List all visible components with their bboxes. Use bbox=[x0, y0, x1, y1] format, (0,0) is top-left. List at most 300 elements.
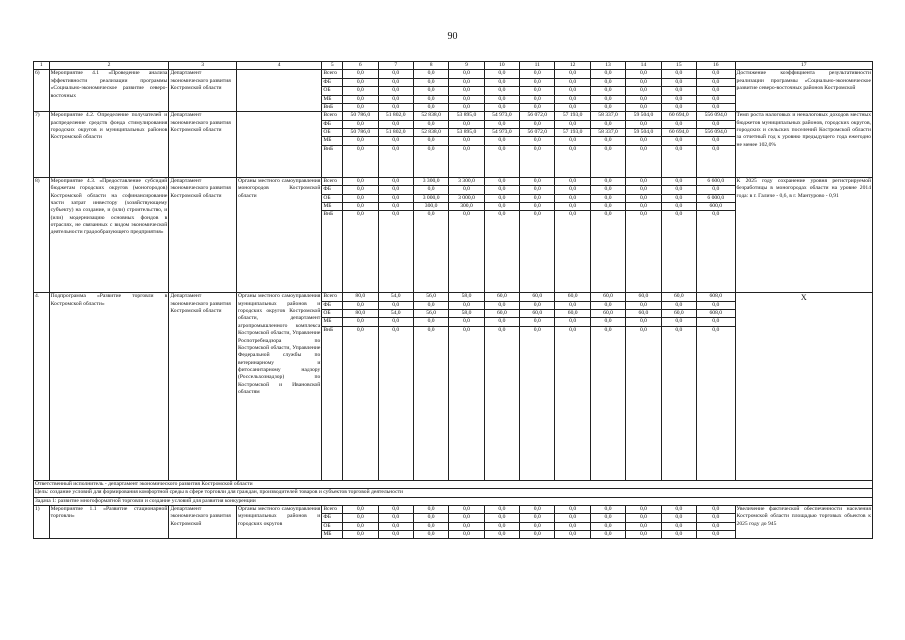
column-number: 7 bbox=[378, 62, 413, 70]
funding-value: 0,0 bbox=[555, 194, 590, 202]
column-number: 13 bbox=[590, 62, 625, 70]
funding-value: 52 838,0 bbox=[413, 112, 448, 120]
column-number: 5 bbox=[322, 62, 343, 70]
funding-value: 0,0 bbox=[484, 177, 519, 185]
funding-value: 0,0 bbox=[343, 103, 378, 111]
funding-value: 0,0 bbox=[449, 522, 484, 530]
column-number: 8 bbox=[413, 62, 448, 70]
funding-value: 0,0 bbox=[378, 301, 413, 309]
funding-value: 0,0 bbox=[626, 177, 661, 185]
funding-source: ФБ bbox=[322, 78, 343, 86]
funding-value: 0,0 bbox=[661, 177, 696, 185]
funding-value: 0,0 bbox=[378, 95, 413, 103]
funding-value: 300,0 bbox=[449, 202, 484, 210]
table-row bbox=[34, 293, 873, 301]
funding-value: 556 094,0 bbox=[697, 129, 736, 137]
funding-value: 0,0 bbox=[343, 145, 378, 177]
funding-value: 0,0 bbox=[484, 145, 519, 177]
funding-value: 60 694,0 bbox=[661, 129, 696, 137]
funding-value: 0,0 bbox=[626, 120, 661, 128]
funding-value: 0,0 bbox=[413, 137, 448, 145]
section-heading-row bbox=[34, 489, 873, 497]
funding-value: 53 895,0 bbox=[449, 129, 484, 137]
funding-value: 0,0 bbox=[449, 120, 484, 128]
expected-result: Увеличение фактической обеспеченности населения Костромской области площадью торговых объектов к 2025 году до 945 bbox=[735, 505, 872, 539]
funding-value: 0,0 bbox=[484, 522, 519, 530]
funding-value: 0,0 bbox=[378, 70, 413, 78]
co-executor bbox=[236, 112, 321, 178]
funding-value: 0,0 bbox=[661, 145, 696, 177]
funding-value: 0,0 bbox=[378, 120, 413, 128]
funding-source: Всего bbox=[322, 112, 343, 120]
funding-value: 0,0 bbox=[413, 145, 448, 177]
funding-value: 0,0 bbox=[555, 137, 590, 145]
funding-value: 0,0 bbox=[378, 177, 413, 185]
funding-value: 0,0 bbox=[520, 531, 555, 539]
funding-value: 0,0 bbox=[661, 103, 696, 111]
funding-value: 0,0 bbox=[555, 87, 590, 95]
column-number: 1 bbox=[34, 62, 50, 70]
funding-value: 0,0 bbox=[697, 531, 736, 539]
funding-value: 0,0 bbox=[520, 522, 555, 530]
funding-value: 0,0 bbox=[413, 522, 448, 530]
funding-value: 0,0 bbox=[413, 120, 448, 128]
column-number: 16 bbox=[697, 62, 736, 70]
funding-value: 0,0 bbox=[413, 103, 448, 111]
funding-value: 0,0 bbox=[449, 531, 484, 539]
table-row bbox=[34, 112, 873, 120]
funding-value: 0,0 bbox=[484, 514, 519, 522]
funding-value: 0,0 bbox=[661, 505, 696, 513]
funding-value: 0,0 bbox=[555, 145, 590, 177]
funding-value: 0,0 bbox=[520, 78, 555, 86]
funding-value: 51 802,0 bbox=[378, 112, 413, 120]
funding-value: 0,0 bbox=[697, 137, 736, 145]
funding-value: 0,0 bbox=[697, 514, 736, 522]
funding-value: 0,0 bbox=[343, 318, 378, 326]
funding-value: 0,0 bbox=[661, 301, 696, 309]
funding-value: 0,0 bbox=[697, 326, 736, 480]
funding-value: 0,0 bbox=[484, 211, 519, 293]
funding-value: 0,0 bbox=[697, 103, 736, 111]
funding-value: 0,0 bbox=[555, 531, 590, 539]
funding-value: 0,0 bbox=[378, 186, 413, 194]
funding-source: ВнБ bbox=[322, 103, 343, 111]
funding-value: 0,0 bbox=[484, 318, 519, 326]
funding-value: 0,0 bbox=[626, 301, 661, 309]
funding-value: 0,0 bbox=[661, 326, 696, 480]
funding-source: ФБ bbox=[322, 120, 343, 128]
funding-value: 0,0 bbox=[661, 202, 696, 210]
funding-value: 608,0 bbox=[697, 310, 736, 318]
funding-value: 0,0 bbox=[413, 87, 448, 95]
funding-value: 0,0 bbox=[449, 318, 484, 326]
funding-value: 54 973,0 bbox=[484, 112, 519, 120]
funding-value: 0,0 bbox=[484, 301, 519, 309]
funding-value: 0,0 bbox=[484, 70, 519, 78]
column-number: 11 bbox=[520, 62, 555, 70]
funding-value: 0,0 bbox=[343, 326, 378, 480]
funding-source: МБ bbox=[322, 531, 343, 539]
funding-value: 0,0 bbox=[484, 87, 519, 95]
expected-result: Темп роста налоговых и неналоговых доходов местных бюджетов муниципальных районов, городских округов, городских и сельских поселений Костромской области за отчетный год к уровню предыдущего года ежегодно не менее 102,0% bbox=[735, 112, 872, 178]
funding-value: 0,0 bbox=[590, 505, 625, 513]
expected-result: Достижение коэффициента результативности реализации программы «Социально-экономическое развитие северо-восточных районов Костромской bbox=[735, 70, 872, 112]
funding-value: 0,0 bbox=[626, 505, 661, 513]
executor: Департамент экономического развития Костромской области bbox=[169, 177, 237, 293]
column-number: 3 bbox=[169, 62, 237, 70]
funding-value: 0,0 bbox=[413, 326, 448, 480]
funding-value: 0,0 bbox=[520, 505, 555, 513]
funding-value: 0,0 bbox=[449, 137, 484, 145]
funding-value: 0,0 bbox=[484, 194, 519, 202]
funding-value: 0,0 bbox=[555, 202, 590, 210]
funding-value: 0,0 bbox=[520, 120, 555, 128]
funding-value: 0,0 bbox=[590, 301, 625, 309]
funding-source: ОБ bbox=[322, 129, 343, 137]
funding-value: 0,0 bbox=[378, 211, 413, 293]
table-row bbox=[34, 505, 873, 513]
executor: Департамент экономического развития Костромской области bbox=[169, 70, 237, 112]
funding-value: 0,0 bbox=[520, 95, 555, 103]
funding-value: 0,0 bbox=[413, 70, 448, 78]
funding-value: 80,0 bbox=[343, 310, 378, 318]
funding-value: 0,0 bbox=[590, 318, 625, 326]
funding-source: ОБ bbox=[322, 194, 343, 202]
funding-value: 0,0 bbox=[626, 186, 661, 194]
funding-value: 0,0 bbox=[484, 78, 519, 86]
funding-value: 0,0 bbox=[697, 211, 736, 293]
funding-value: 0,0 bbox=[590, 531, 625, 539]
funding-value: 0,0 bbox=[520, 103, 555, 111]
funding-value: 0,0 bbox=[555, 514, 590, 522]
funding-value: 0,0 bbox=[449, 326, 484, 480]
funding-value: 0,0 bbox=[520, 326, 555, 480]
funding-value: 0,0 bbox=[590, 202, 625, 210]
funding-value: 0,0 bbox=[555, 177, 590, 185]
funding-value: 0,0 bbox=[343, 177, 378, 185]
funding-value: 51 802,0 bbox=[378, 129, 413, 137]
funding-value: 556 094,0 bbox=[697, 112, 736, 120]
funding-value: 0,0 bbox=[626, 514, 661, 522]
funding-value: 0,0 bbox=[661, 194, 696, 202]
funding-value: 60,0 bbox=[484, 310, 519, 318]
row-number: 4. bbox=[34, 293, 50, 481]
co-executor: Органы местного самоуправления моногородов Костромской области bbox=[236, 177, 321, 293]
funding-value: 0,0 bbox=[343, 514, 378, 522]
funding-value: 58,0 bbox=[449, 293, 484, 301]
funding-value: 6 600,0 bbox=[697, 177, 736, 185]
funding-value: 58,0 bbox=[449, 310, 484, 318]
funding-value: 0,0 bbox=[590, 514, 625, 522]
funding-source: МБ bbox=[322, 95, 343, 103]
funding-value: 0,0 bbox=[378, 514, 413, 522]
funding-value: 0,0 bbox=[378, 522, 413, 530]
funding-value: 58 337,0 bbox=[590, 129, 625, 137]
funding-value: 50 786,0 bbox=[343, 112, 378, 120]
funding-value: 0,0 bbox=[626, 103, 661, 111]
funding-value: 80,0 bbox=[343, 293, 378, 301]
funding-value: 52 838,0 bbox=[413, 129, 448, 137]
funding-value: 0,0 bbox=[378, 103, 413, 111]
column-number: 6 bbox=[343, 62, 378, 70]
row-number: 1) bbox=[34, 505, 50, 539]
funding-value: 0,0 bbox=[520, 177, 555, 185]
funding-value: 0,0 bbox=[343, 120, 378, 128]
table-row bbox=[34, 70, 873, 78]
funding-source: МБ bbox=[322, 318, 343, 326]
column-number: 14 bbox=[626, 62, 661, 70]
funding-value: 0,0 bbox=[484, 103, 519, 111]
funding-value: 0,0 bbox=[661, 522, 696, 530]
funding-value: 0,0 bbox=[449, 103, 484, 111]
funding-source: ВнБ bbox=[322, 211, 343, 293]
funding-value: 0,0 bbox=[697, 87, 736, 95]
funding-value: 0,0 bbox=[590, 87, 625, 95]
funding-value: 0,0 bbox=[626, 137, 661, 145]
funding-source: Всего bbox=[322, 505, 343, 513]
funding-value: 0,0 bbox=[413, 505, 448, 513]
funding-value: 56 072,0 bbox=[520, 129, 555, 137]
funding-value: 0,0 bbox=[626, 95, 661, 103]
measure-name: Мероприятие 4.3. «Предоставление субсидий бюджетам городских округов (моногородов) Костромской области на софинансирование части затрат инвестору (хозяйствующему субъекту) на создание, и (или) строительство, и (или) модернизацию основных фондов в отраслях, не связанных с видом экономической деятельности градообразующего предприятия» bbox=[49, 177, 169, 293]
funding-value: 0,0 bbox=[449, 211, 484, 293]
funding-value: 59 504,0 bbox=[626, 112, 661, 120]
funding-value: 0,0 bbox=[697, 145, 736, 177]
column-number: 2 bbox=[49, 62, 169, 70]
funding-value: 59 504,0 bbox=[626, 129, 661, 137]
funding-value: 0,0 bbox=[343, 301, 378, 309]
funding-value: 3 000,0 bbox=[413, 194, 448, 202]
funding-value: 0,0 bbox=[413, 211, 448, 293]
funding-value: 300,0 bbox=[413, 202, 448, 210]
column-number: 4 bbox=[236, 62, 321, 70]
funding-value: 0,0 bbox=[520, 137, 555, 145]
funding-value: 0,0 bbox=[343, 211, 378, 293]
funding-value: 0,0 bbox=[449, 514, 484, 522]
funding-value: 0,0 bbox=[661, 514, 696, 522]
funding-value: 0,0 bbox=[449, 301, 484, 309]
funding-value: 0,0 bbox=[590, 522, 625, 530]
funding-value: 0,0 bbox=[626, 78, 661, 86]
funding-value: 0,0 bbox=[661, 78, 696, 86]
funding-value: 0,0 bbox=[343, 522, 378, 530]
funding-source: МБ bbox=[322, 202, 343, 210]
funding-value: 60 694,0 bbox=[661, 112, 696, 120]
funding-value: 54 973,0 bbox=[484, 129, 519, 137]
table-row bbox=[34, 177, 873, 185]
row-number: 6) bbox=[34, 70, 50, 112]
funding-value: 0,0 bbox=[626, 211, 661, 293]
column-number: 10 bbox=[484, 62, 519, 70]
funding-value: 0,0 bbox=[697, 301, 736, 309]
funding-value: 0,0 bbox=[697, 78, 736, 86]
funding-value: 0,0 bbox=[449, 505, 484, 513]
funding-value: 0,0 bbox=[697, 186, 736, 194]
funding-value: 0,0 bbox=[449, 78, 484, 86]
funding-value: 0,0 bbox=[555, 78, 590, 86]
funding-value: 0,0 bbox=[413, 301, 448, 309]
funding-value: 0,0 bbox=[590, 186, 625, 194]
funding-value: 0,0 bbox=[343, 194, 378, 202]
funding-value: 60,0 bbox=[661, 310, 696, 318]
funding-value: 0,0 bbox=[484, 95, 519, 103]
section-heading: Задача 1: развитие многоформатной торговли и создание условий для развития конкуренции bbox=[34, 497, 873, 505]
funding-value: 0,0 bbox=[378, 194, 413, 202]
funding-value: 0,0 bbox=[590, 145, 625, 177]
funding-value: 53 895,0 bbox=[449, 112, 484, 120]
funding-value: 0,0 bbox=[484, 137, 519, 145]
funding-value: 0,0 bbox=[484, 202, 519, 210]
funding-value: 56,0 bbox=[413, 310, 448, 318]
funding-value: 0,0 bbox=[484, 186, 519, 194]
funding-value: 0,0 bbox=[626, 318, 661, 326]
funding-value: 0,0 bbox=[661, 70, 696, 78]
funding-value: 0,0 bbox=[413, 531, 448, 539]
funding-value: 60,0 bbox=[520, 293, 555, 301]
measure-name: Мероприятие 1.1 «Развитие стационарной торговли» bbox=[49, 505, 169, 539]
expected-result: К 2025 году сохранение уровня регистрируемой безработицы в моногородах области на уровне 2014 года: в г. Галиче - 0,6, в г. Мантурово - 0,91 bbox=[735, 177, 872, 293]
funding-value: 0,0 bbox=[378, 137, 413, 145]
funding-value: 0,0 bbox=[449, 145, 484, 177]
row-number: 8) bbox=[34, 177, 50, 293]
funding-value: 0,0 bbox=[590, 78, 625, 86]
funding-value: 0,0 bbox=[697, 120, 736, 128]
funding-value: 0,0 bbox=[343, 505, 378, 513]
funding-value: 0,0 bbox=[378, 145, 413, 177]
co-executor bbox=[236, 70, 321, 112]
funding-value: 0,0 bbox=[413, 78, 448, 86]
funding-value: 0,0 bbox=[343, 87, 378, 95]
funding-source: Всего bbox=[322, 177, 343, 185]
funding-value: 0,0 bbox=[520, 514, 555, 522]
funding-value: 3 300,0 bbox=[413, 177, 448, 185]
funding-source: МБ bbox=[322, 137, 343, 145]
funding-value: 0,0 bbox=[413, 514, 448, 522]
expected-result: X bbox=[735, 293, 872, 481]
funding-value: 0,0 bbox=[520, 211, 555, 293]
funding-value: 60,0 bbox=[555, 310, 590, 318]
funding-value: 60,0 bbox=[590, 310, 625, 318]
funding-value: 0,0 bbox=[378, 505, 413, 513]
funding-value: 60,0 bbox=[661, 293, 696, 301]
funding-value: 0,0 bbox=[626, 145, 661, 177]
funding-value: 0,0 bbox=[520, 318, 555, 326]
funding-value: 0,0 bbox=[590, 194, 625, 202]
funding-value: 0,0 bbox=[343, 95, 378, 103]
funding-source: ВнБ bbox=[322, 326, 343, 480]
funding-value: 60,0 bbox=[626, 293, 661, 301]
funding-value: 0,0 bbox=[520, 186, 555, 194]
funding-value: 0,0 bbox=[697, 70, 736, 78]
funding-value: 60,0 bbox=[520, 310, 555, 318]
funding-value: 0,0 bbox=[555, 211, 590, 293]
funding-value: 0,0 bbox=[413, 186, 448, 194]
funding-value: 0,0 bbox=[555, 186, 590, 194]
funding-value: 56 072,0 bbox=[520, 112, 555, 120]
page-number: 90 bbox=[447, 31, 458, 42]
section-heading-row bbox=[34, 480, 873, 488]
funding-value: 0,0 bbox=[661, 137, 696, 145]
funding-value: 0,0 bbox=[555, 70, 590, 78]
funding-value: 0,0 bbox=[520, 87, 555, 95]
funding-source: ФБ bbox=[322, 301, 343, 309]
section-heading: Ответственный исполнитель - департамент экономического развития Костромской области bbox=[34, 480, 873, 488]
funding-value: 0,0 bbox=[378, 78, 413, 86]
funding-value: 3 000,0 bbox=[449, 194, 484, 202]
funding-value: 0,0 bbox=[520, 70, 555, 78]
funding-value: 0,0 bbox=[590, 177, 625, 185]
funding-value: 0,0 bbox=[520, 301, 555, 309]
co-executor: Органы местного самоуправления муниципальных районов и городских округов Костромской области, департамент агропромышленного комплекса Костромской области, Управление Роспотребнадзора по Костромской области, Управление Федеральной службы по ветеринарному и фитосанитарному надзору (Россельхознадзор) по Костромской и Ивановской областям bbox=[236, 293, 321, 481]
funding-value: 50 786,0 bbox=[343, 129, 378, 137]
executor: Департамент экономического развития Костромской области bbox=[169, 112, 237, 178]
funding-value: 0,0 bbox=[697, 505, 736, 513]
funding-value: 0,0 bbox=[555, 522, 590, 530]
funding-value: 0,0 bbox=[449, 70, 484, 78]
program-funding-table bbox=[33, 61, 873, 539]
funding-value: 6 000,0 bbox=[697, 194, 736, 202]
funding-value: 0,0 bbox=[590, 70, 625, 78]
funding-value: 60,0 bbox=[590, 293, 625, 301]
funding-value: 0,0 bbox=[378, 531, 413, 539]
funding-value: 0,0 bbox=[626, 522, 661, 530]
funding-value: 0,0 bbox=[484, 120, 519, 128]
funding-source: ОБ bbox=[322, 522, 343, 530]
funding-value: 0,0 bbox=[626, 531, 661, 539]
funding-value: 0,0 bbox=[626, 202, 661, 210]
funding-value: 0,0 bbox=[378, 202, 413, 210]
funding-source: Всего bbox=[322, 70, 343, 78]
funding-value: 0,0 bbox=[661, 318, 696, 326]
column-number: 17 bbox=[735, 62, 872, 70]
funding-value: 0,0 bbox=[555, 301, 590, 309]
funding-value: 0,0 bbox=[555, 95, 590, 103]
funding-value: 57 193,0 bbox=[555, 129, 590, 137]
funding-source: ВнБ bbox=[322, 145, 343, 177]
column-number: 12 bbox=[555, 62, 590, 70]
funding-value: 54,0 bbox=[378, 310, 413, 318]
column-number-row bbox=[34, 62, 873, 70]
funding-value: 0,0 bbox=[590, 326, 625, 480]
measure-name: Мероприятие 4.2. Определение получателей и распределение средств фонда стимулирования городских округов и муниципальных районов Костромской области bbox=[49, 112, 169, 178]
funding-value: 0,0 bbox=[555, 103, 590, 111]
funding-value: 0,0 bbox=[661, 87, 696, 95]
funding-value: 0,0 bbox=[661, 531, 696, 539]
funding-value: 0,0 bbox=[520, 202, 555, 210]
funding-value: 0,0 bbox=[449, 87, 484, 95]
executor: Департамент экономического развития Костромской области bbox=[169, 293, 237, 481]
funding-value: 0,0 bbox=[661, 211, 696, 293]
funding-value: 0,0 bbox=[520, 194, 555, 202]
funding-source: ФБ bbox=[322, 514, 343, 522]
funding-value: 0,0 bbox=[590, 137, 625, 145]
funding-value: 0,0 bbox=[590, 120, 625, 128]
funding-source: ОБ bbox=[322, 310, 343, 318]
column-number: 9 bbox=[449, 62, 484, 70]
funding-value: 56,0 bbox=[413, 293, 448, 301]
funding-value: 0,0 bbox=[343, 78, 378, 86]
funding-value: 0,0 bbox=[378, 87, 413, 95]
funding-value: 0,0 bbox=[343, 202, 378, 210]
funding-value: 608,0 bbox=[697, 293, 736, 301]
row-number: 7) bbox=[34, 112, 50, 178]
funding-value: 0,0 bbox=[590, 103, 625, 111]
funding-value: 0,0 bbox=[590, 95, 625, 103]
funding-value: 0,0 bbox=[697, 318, 736, 326]
funding-value: 0,0 bbox=[343, 137, 378, 145]
funding-value: 0,0 bbox=[343, 70, 378, 78]
